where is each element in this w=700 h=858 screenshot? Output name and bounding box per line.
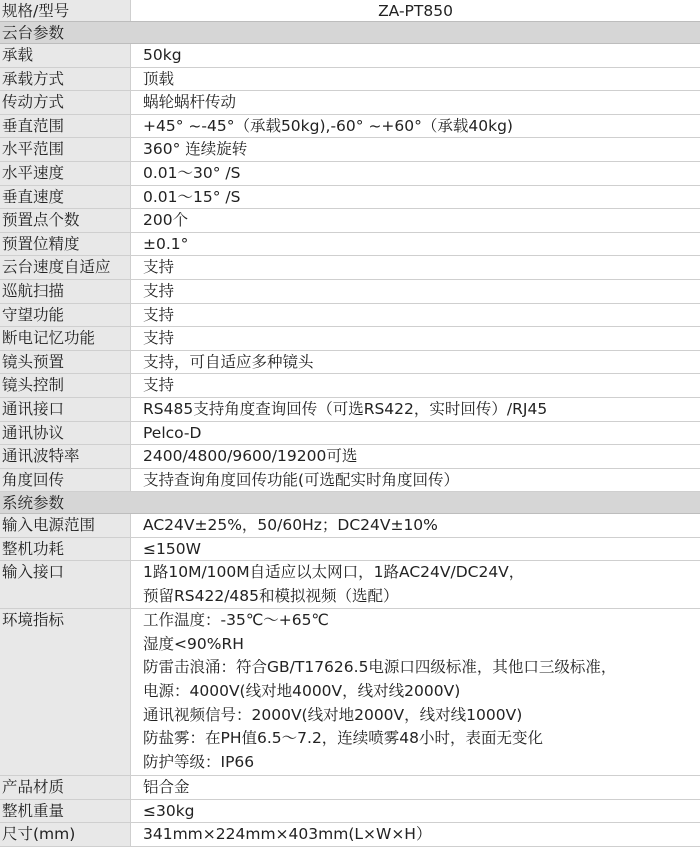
table-row bbox=[0, 445, 700, 469]
row-value bbox=[131, 398, 700, 421]
value-line: 50kg bbox=[143, 46, 182, 64]
header-label: 规格/型号 bbox=[0, 0, 131, 21]
row-label: 通讯协议 bbox=[0, 422, 131, 445]
table-row bbox=[0, 514, 700, 538]
row-label: 整机重量 bbox=[0, 800, 131, 823]
row-label: 垂直速度 bbox=[0, 186, 131, 209]
value-line: AC24V±25%，50/60Hz；DC24V±10% bbox=[143, 516, 438, 535]
value-line: 2400/4800/9600/19200可选 bbox=[143, 447, 358, 466]
row-label: 断电记忆功能 bbox=[0, 327, 131, 350]
row-label: 通讯波特率 bbox=[0, 445, 131, 468]
row-value bbox=[131, 374, 700, 397]
value-line: 1路10M/100M自适应以太网口，1路AC24V/DC24V， bbox=[143, 563, 525, 582]
row-value bbox=[131, 445, 700, 468]
ptz-rows bbox=[0, 44, 700, 492]
value-line: 防护等级：IP66 bbox=[143, 753, 255, 772]
row-label: 输入电源范围 bbox=[0, 514, 131, 537]
table-row bbox=[0, 91, 700, 115]
value-line: 0.01～15° /S bbox=[143, 187, 241, 206]
value-line: 341mm×224mm×403mm(L×W×H） bbox=[143, 825, 432, 844]
row-label: 整机功耗 bbox=[0, 538, 131, 561]
table-header-row bbox=[0, 0, 700, 22]
row-value bbox=[131, 115, 700, 138]
table-row bbox=[0, 327, 700, 351]
row-label: 环境指标 bbox=[0, 609, 131, 775]
table-row bbox=[0, 44, 700, 68]
row-label: 巡航扫描 bbox=[0, 280, 131, 303]
table-row bbox=[0, 304, 700, 328]
row-value bbox=[131, 422, 700, 445]
value-line: RS485支持角度查询回传（可选RS422，实时回传）/RJ45 bbox=[143, 399, 548, 418]
table-row bbox=[0, 538, 700, 562]
table-row bbox=[0, 233, 700, 257]
row-value bbox=[131, 162, 700, 185]
value-line: 支持，可自适应多种镜头 bbox=[143, 352, 314, 371]
value-line: 防雷击浪涌：符合GB/T17626.5电源口四级标准，其他口三级标准， bbox=[143, 658, 617, 677]
row-value bbox=[131, 304, 700, 327]
row-label: 守望功能 bbox=[0, 304, 131, 327]
value-line: 0.01～30° /S bbox=[143, 163, 241, 182]
table-row bbox=[0, 115, 700, 139]
table-row bbox=[0, 398, 700, 422]
row-label: 云台速度自适应 bbox=[0, 256, 131, 279]
row-label: 产品材质 bbox=[0, 776, 131, 799]
row-value bbox=[131, 138, 700, 161]
model-number: ZA-PT850 bbox=[378, 2, 453, 20]
system-rows bbox=[0, 514, 700, 846]
table-row bbox=[0, 776, 700, 800]
row-value bbox=[131, 68, 700, 91]
row-label: 镜头控制 bbox=[0, 374, 131, 397]
value-line: ±0.1° bbox=[143, 234, 189, 253]
value-line: 支持 bbox=[143, 281, 175, 300]
value-line: 铝合金 bbox=[143, 777, 190, 796]
row-label: 通讯接口 bbox=[0, 398, 131, 421]
row-label: 尺寸(mm) bbox=[0, 823, 131, 846]
value-line: 通讯视频信号：2000V(线对地2000V，线对线1000V) bbox=[143, 705, 523, 724]
value-line: 防盐雾：在PH值6.5～7.2，连续喷雾48小时，表面无变化 bbox=[143, 729, 544, 748]
table-row bbox=[0, 469, 700, 493]
value-line: 支持 bbox=[143, 305, 175, 324]
table-row bbox=[0, 374, 700, 398]
table-row bbox=[0, 280, 700, 304]
row-value bbox=[131, 280, 700, 303]
row-value bbox=[131, 233, 700, 256]
value-line: 工作温度：-35℃～+65℃ bbox=[143, 610, 329, 629]
value-line: 湿度<90%RH bbox=[143, 634, 244, 653]
row-label: 承载方式 bbox=[0, 68, 131, 91]
table-row bbox=[0, 351, 700, 375]
row-value bbox=[131, 561, 700, 608]
section-system-params bbox=[0, 492, 700, 514]
table-row bbox=[0, 609, 700, 776]
row-label: 传动方式 bbox=[0, 91, 131, 114]
table-row bbox=[0, 561, 700, 609]
section-title: 云台参数 bbox=[2, 24, 65, 42]
row-label: 预置点个数 bbox=[0, 209, 131, 232]
value-line: 预留RS422/485和模拟视频（选配） bbox=[143, 587, 399, 606]
row-value bbox=[131, 514, 700, 537]
row-value bbox=[131, 209, 700, 232]
row-value bbox=[131, 776, 700, 799]
row-value bbox=[131, 256, 700, 279]
table-row bbox=[0, 422, 700, 446]
value-line: 顶载 bbox=[143, 69, 175, 88]
value-line: 蜗轮蜗杆传动 bbox=[143, 93, 237, 112]
row-value bbox=[131, 538, 700, 561]
row-value bbox=[131, 186, 700, 209]
row-label: 垂直范围 bbox=[0, 115, 131, 138]
row-value bbox=[131, 609, 700, 775]
row-value bbox=[131, 327, 700, 350]
row-label: 角度回传 bbox=[0, 469, 131, 492]
row-label: 承载 bbox=[0, 44, 131, 67]
value-line: 支持 bbox=[143, 258, 175, 277]
value-line: ≤30kg bbox=[143, 801, 195, 820]
value-line: Pelco-D bbox=[143, 423, 202, 442]
row-label: 水平范围 bbox=[0, 138, 131, 161]
table-row bbox=[0, 162, 700, 186]
value-line: 200个 bbox=[143, 211, 189, 230]
value-line: +45° ~-45°（承载50kg),-60° ~+60°（承载40kg) bbox=[143, 116, 513, 135]
row-value bbox=[131, 44, 700, 67]
row-label: 镜头预置 bbox=[0, 351, 131, 374]
section-title: 系统参数 bbox=[2, 494, 65, 513]
value-line: 支持查询角度回传功能(可选配实时角度回传） bbox=[143, 470, 460, 489]
value-line: 支持 bbox=[143, 376, 175, 395]
table-row bbox=[0, 800, 700, 824]
value-line: ≤150W bbox=[143, 539, 201, 558]
row-value bbox=[131, 800, 700, 823]
row-label: 预置位精度 bbox=[0, 233, 131, 256]
row-value bbox=[131, 469, 700, 492]
table-row bbox=[0, 68, 700, 92]
table-row bbox=[0, 186, 700, 210]
table-row bbox=[0, 138, 700, 162]
table-row bbox=[0, 256, 700, 280]
section-ptz-params bbox=[0, 22, 700, 44]
table-row bbox=[0, 823, 700, 847]
row-value bbox=[131, 91, 700, 114]
row-label: 输入接口 bbox=[0, 561, 131, 608]
value-line: 支持 bbox=[143, 329, 175, 348]
row-label: 水平速度 bbox=[0, 162, 131, 185]
value-line: 360° 连续旋转 bbox=[143, 140, 248, 159]
value-line: 电源：4000V(线对地4000V，线对线2000V) bbox=[143, 682, 461, 701]
row-value bbox=[131, 823, 700, 846]
row-value bbox=[131, 351, 700, 374]
table-row bbox=[0, 209, 700, 233]
